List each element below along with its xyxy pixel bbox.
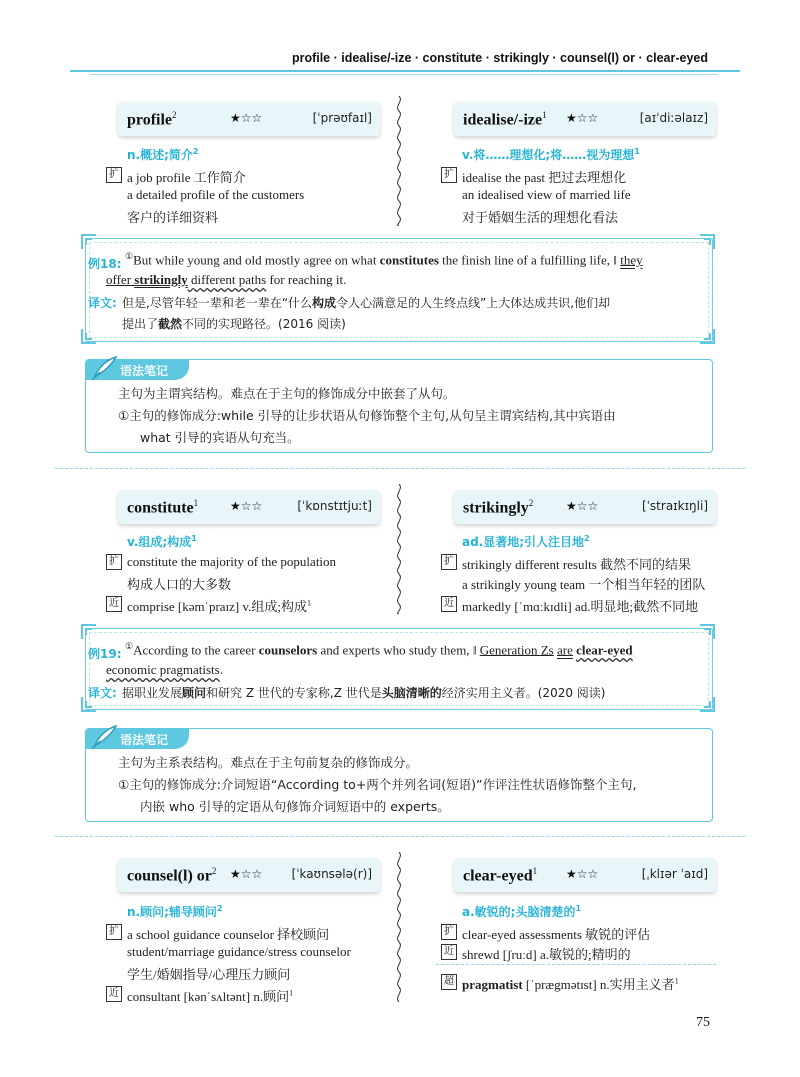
header-rule-thin [90, 74, 718, 75]
corner-ornament-icon [698, 327, 716, 345]
usage-line: a school guidance counselor 择校顾问 [127, 927, 330, 942]
translation-line-1: 据职业发展顾问和研究 Z 世代的专家称,Z 世代是头脑清晰的经济实用主义者。(2020 阅读) [122, 686, 606, 700]
grammar-note-line: 主句为主谓宾结构。难点在于主句的修饰成分中嵌套了从句。 [118, 386, 456, 401]
translation-label: 译文: [88, 296, 117, 310]
star-rating: ★☆☆ [230, 499, 263, 513]
part-of-speech: v.将……理想化;将……视为理想$^1$ [462, 147, 640, 162]
quill-pen-icon [90, 723, 118, 751]
part-of-speech: v.组成;构成$^1$ [127, 534, 197, 549]
corner-ornament-icon [80, 233, 98, 251]
usage-line: 对于婚姻生活的理想化看法 [462, 210, 619, 225]
word-box-counsellor [118, 858, 380, 892]
running-header [0, 46, 800, 70]
column-divider-ornament [394, 96, 404, 226]
usage-line: student/marriage guidance/stress counselor [127, 944, 351, 959]
usage-line: a job profile 工作简介 [127, 170, 246, 185]
grammar-note-line: 内嵌 who 引导的定语从句修饰介词短语中的 experts。 [140, 799, 450, 814]
quill-pen-icon [90, 354, 118, 382]
part-of-speech: ad.显著地;引人注目地$^2$ [462, 534, 590, 549]
usage-line: a strikingly young team 一个相当年轻的团队 [462, 577, 706, 592]
column-divider-ornament [394, 484, 404, 614]
usage-line: 客户的详细资料 [127, 210, 219, 225]
running-header-title: profile · idealise/-ize · constitute · strikingly · counsel(l) or · clear-eyed [291, 51, 708, 65]
headword: idealise/-ize$^1$ [463, 110, 547, 129]
phonetic: [ˈprəʊfaɪl] [312, 111, 372, 125]
corner-ornament-icon [80, 327, 98, 345]
expand-tag: 扩 [441, 167, 457, 183]
example-label: 例19: [88, 647, 122, 661]
star-rating: ★☆☆ [566, 499, 599, 513]
usage-line: an idealised view of married life [462, 187, 631, 202]
phonetic: [aɪˈdiːəlaɪz] [639, 111, 708, 125]
separator [436, 964, 716, 965]
phonetic: [ˈstraɪkɪŋli] [641, 499, 708, 513]
usage-line: shrewd [ʃruːd] a.敏锐的;精明的 [462, 947, 631, 962]
column-divider-ornament [394, 852, 404, 1002]
example-sentence-line-2: economic pragmatists. [106, 662, 223, 677]
star-rating: ★☆☆ [230, 867, 263, 881]
expand-tag: 扩 [106, 554, 122, 570]
example-sentence-line-1: ①According to the career counselors and experts who study them, ‖ Generation Zs are clear-eyed [125, 641, 633, 658]
corner-ornament-icon [80, 623, 98, 641]
usage-line: consultant [kənˈsʌltənt] n.顾问$^1$ [127, 988, 294, 1004]
part-of-speech: n.概述;简介$^2$ [127, 147, 199, 162]
corner-ornament-icon [698, 623, 716, 641]
translation-line-1: 但是,尽管年轻一辈和老一辈在“什么构成令人心满意足的人生终点线”上大体达成共识,他们却 [122, 296, 611, 310]
super-tag: 超 [441, 974, 457, 990]
word-box-idealise [454, 102, 716, 136]
near-synonym-tag: 近 [441, 596, 457, 612]
word-box-profile [118, 102, 380, 136]
usage-line: clear-eyed assessments 敏锐的评估 [462, 927, 651, 942]
example-sentence-line-2: offer strikingly different paths for reaching it. [106, 272, 347, 287]
corner-ornament-icon [698, 695, 716, 713]
headword: constitute$^1$ [127, 498, 199, 517]
grammar-note-header: 语法笔记 [86, 729, 189, 749]
usage-line: 学生/婚姻指导/心理压力顾问 [127, 967, 291, 982]
example-label: 例18: [88, 257, 122, 271]
usage-line: strikingly different results 截然不同的结果 [462, 557, 692, 572]
expand-tag: 扩 [441, 924, 457, 940]
headword: counsel(l) $or^2$ [127, 866, 217, 885]
headword: clear-eyed$^1$ [463, 866, 538, 885]
star-rating: ★☆☆ [566, 867, 599, 881]
usage-line: comprise [kəmˈpraɪz] v.组成;构成$^1$ [127, 598, 312, 614]
word-box-clear-eyed [454, 858, 716, 892]
translation-line-2: 提出了截然不同的实现路径。(2016 阅读) [122, 317, 346, 331]
expand-tag: 扩 [106, 924, 122, 940]
corner-ornament-icon [698, 233, 716, 251]
near-synonym-tag: 近 [106, 596, 122, 612]
phonetic: [ˈkɒnstɪtjuːt] [297, 499, 372, 513]
translation-label: 译文: [88, 686, 117, 700]
grammar-note-line: what 引导的宾语从句充当。 [140, 430, 300, 445]
grammar-note-header: 语法笔记 [86, 360, 189, 380]
headword: profile$^2$ [127, 110, 177, 129]
phonetic: [ˌklɪər ˈaɪd] [641, 867, 708, 881]
usage-line: 构成人口的大多数 [127, 577, 232, 592]
near-synonym-tag: 近 [441, 944, 457, 960]
expand-tag: 扩 [441, 554, 457, 570]
grammar-note-line: ①主句的修饰成分:介词短语“According to+两个并列名词(短语)”作评注性状语修饰整个主句, [118, 777, 637, 792]
star-rating: ★☆☆ [566, 111, 599, 125]
section-separator [55, 468, 745, 469]
part-of-speech: a.敏锐的;头脑清楚的$^1$ [462, 904, 582, 919]
usage-line: markedly [ˈmɑːkɪdli] ad.明显地;截然不同地 [462, 599, 699, 614]
example-sentence-line-1: ①But while young and old mostly agree on what constitutes the finish line of a fulfilling life, ‖ they [125, 251, 643, 268]
word-box-constitute [118, 490, 380, 524]
word-box-strikingly [454, 490, 716, 524]
usage-line: a detailed profile of the customers [127, 187, 305, 202]
header-rule [70, 70, 740, 72]
headword: strikingly$^2$ [463, 498, 534, 517]
section-separator [55, 836, 745, 837]
phonetic: [ˈkaʊnsələ(r)] [291, 867, 372, 881]
page-number: 75 [696, 1015, 710, 1030]
usage-line: constitute the majority of the population [127, 554, 337, 569]
part-of-speech: n.顾问;辅导顾问$^2$ [127, 904, 223, 919]
grammar-note-line: ①主句的修饰成分:while 引导的让步状语从句修饰整个主句,从句呈主谓宾结构,其中宾语由 [118, 408, 616, 423]
near-synonym-tag: 近 [106, 986, 122, 1002]
grammar-note-line: 主句为主系表结构。难点在于主句前复杂的修饰成分。 [118, 755, 419, 770]
expand-tag: 扩 [106, 167, 122, 183]
usage-line: pragmatist [ˈprægmətɪst] n.实用主义者$^1$ [462, 976, 679, 992]
star-rating: ★☆☆ [230, 111, 263, 125]
usage-line: idealise the past 把过去理想化 [462, 170, 627, 185]
